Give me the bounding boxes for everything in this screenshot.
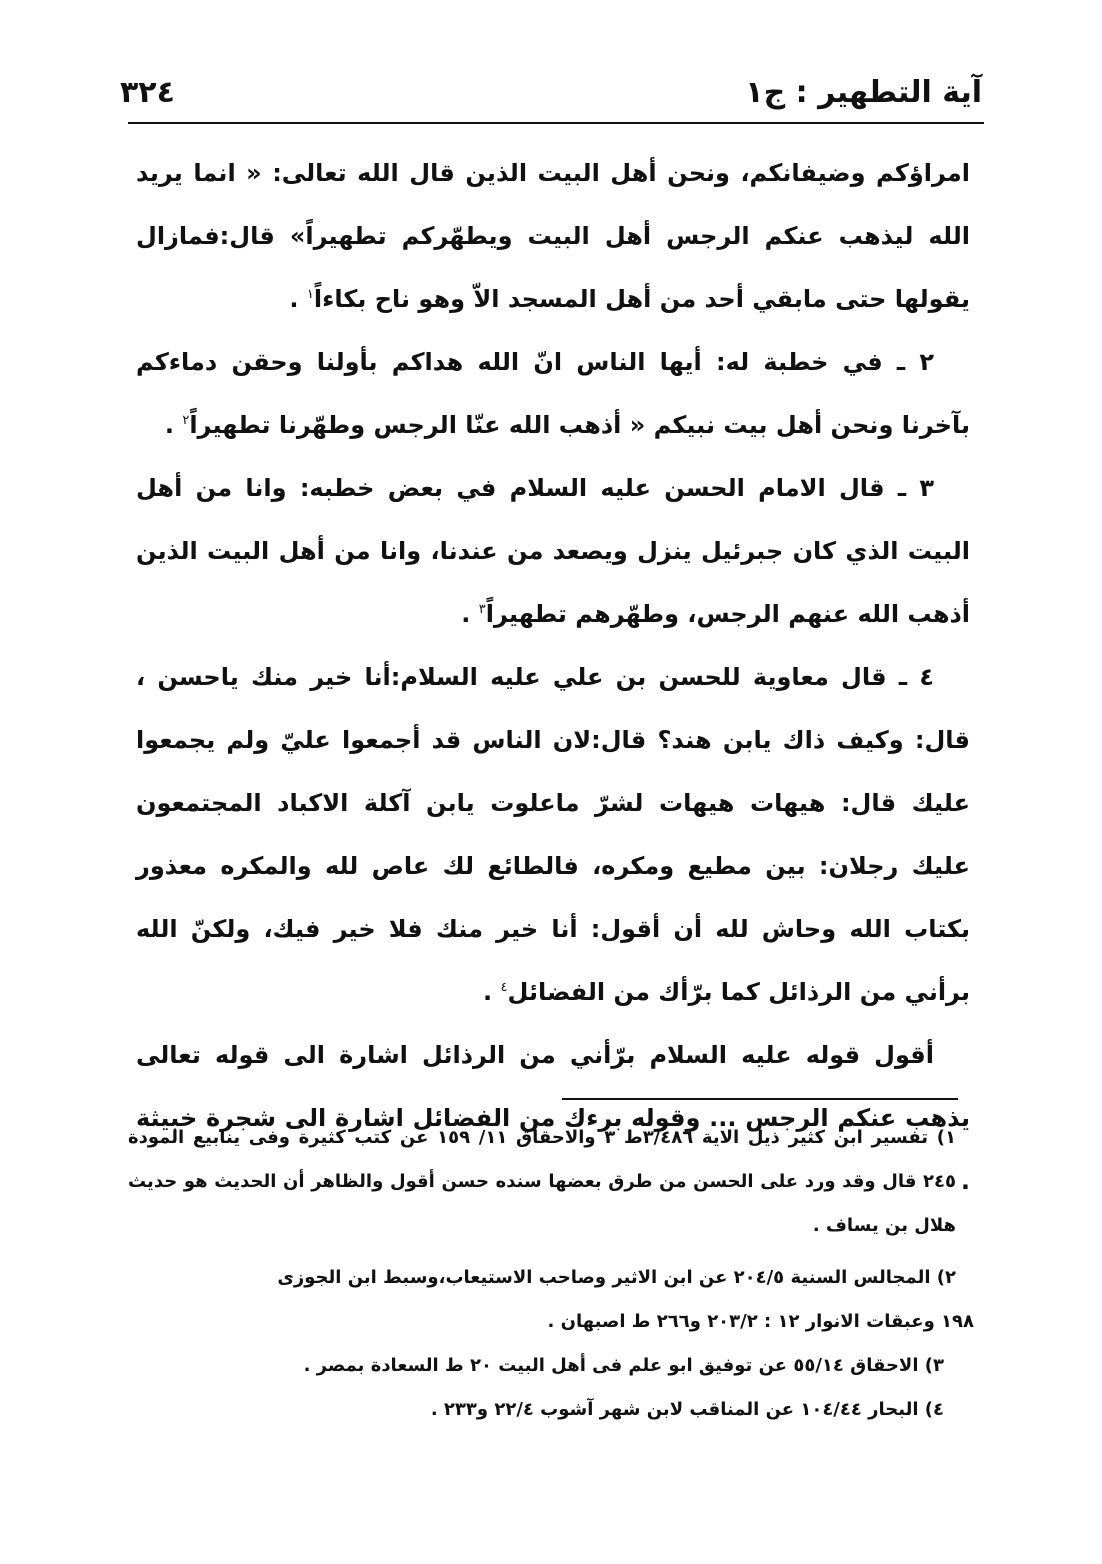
paragraph-4: ٤ ـ قال معاوية للحسن بن علي عليه السلام:أنا خير منك ياحسن ، قال: وكيف ذاك يابن هند؟ قال:لان الناس قد أجمعوا عليّ ولم يجمعوا عليك قال: هيهات هيهات لشرّ ماعلوت يابن آكلة الاكباد المجتمعون عليك رجلان: بين مطيع ومكره، فالطائع لك عاص لله والمكره معذور بكتاب الله وحاش لله أن أقول: أنا خير منك فلا خير فيك، ولكنّ الله برأني من الرذائل كما برّأك من الفضائل$^٤$ . — [136, 663, 970, 1006]
paragraph-5: أقول قوله عليه السلام برّأني من الرذائل اشارة الى قوله تعالى يذهب عنكم الرجس ... وقوله برءك من الفضائل اشارة الى شجرة خبيثة . — [136, 1041, 970, 1195]
paragraph-2: ٢ ـ في خطبة له: أيها الناس انّ الله هداكم بأولنا وحقن دماءكم بآخرنا ونحن أهل بيت نبيكم « أذهب الله عنّا الرجس وطهّرنا تطهيراً$^٢$ . — [136, 348, 970, 439]
footnote-2: ٢) المجالس السنية ٢٠٤/٥ عن ابن الاثير وصاحب الاستيعاب،وسبط ابن الجوزى — [277, 1267, 956, 1288]
footnote-ref-1: ١ — [306, 287, 314, 302]
footnote-3: ٣) الاحقاق ٥٥/١٤ عن توفيق ابو علم فى أهل البيت ٢٠ ط السعادة بمصر . — [303, 1355, 944, 1376]
footnotes — [128, 1116, 974, 1432]
running-title: آية التطهير : ج١ — [745, 74, 982, 110]
footnote-4: ٤) البحار ١٠٤/٤٤ عن المناقب لابن شهر آشوب ٢٢/٤ و٢٣٣ . — [430, 1399, 944, 1420]
footnote-ref-3: ٣ — [478, 602, 486, 617]
footnote-2-continued: ١٩٨ وعبقات الانوار ١٢ : ٢٠٣/٢ و٢٦٦ ط اصبهان . — [547, 1311, 974, 1332]
running-header — [120, 70, 982, 114]
footnote-1: ١) تفسير ابن كثير ذيل الاية ٣/٤٨٦ط ٣ والاحقاق ١١/ ١٥٩ عن كتب كثيرة وفى ينابيع المودة ٢٤٥ قال وقد ورد على الحسن من طرق بعضها سنده حسن أقول والظاهر أن الحديث هو حديث هلال بن يساف . — [128, 1127, 956, 1236]
main-text — [136, 142, 970, 1213]
footnote-ref-2: ٢ — [182, 413, 190, 428]
footnote-ref-4: ٤ — [500, 980, 508, 995]
footnote-separator — [562, 1098, 958, 1100]
header-divider — [128, 122, 984, 124]
paragraph-1: امراؤكم وضيفانكم، ونحن أهل البيت الذين قال الله تعالى: « انما يريد الله ليذهب عنكم الرجس أهل البيت ويطهّركم تطهيراً» قال:فمازال يقولها حتى مابقي أحد من أهل المسجد الاّ وهو ناح بكاءاً$^١$ . — [136, 159, 970, 313]
paragraph-3: ٣ ـ قال الامام الحسن عليه السلام في بعض خطبه: وانا من أهل البيت الذي كان جبرئيل ينزل ويصعد من عندنا، وانا من أهل البيت الذين أذهب الله عنهم الرجس، وطهّرهم تطهيراً$^٣$ . — [136, 474, 970, 628]
page-number: ٣٢٤ — [120, 74, 175, 110]
